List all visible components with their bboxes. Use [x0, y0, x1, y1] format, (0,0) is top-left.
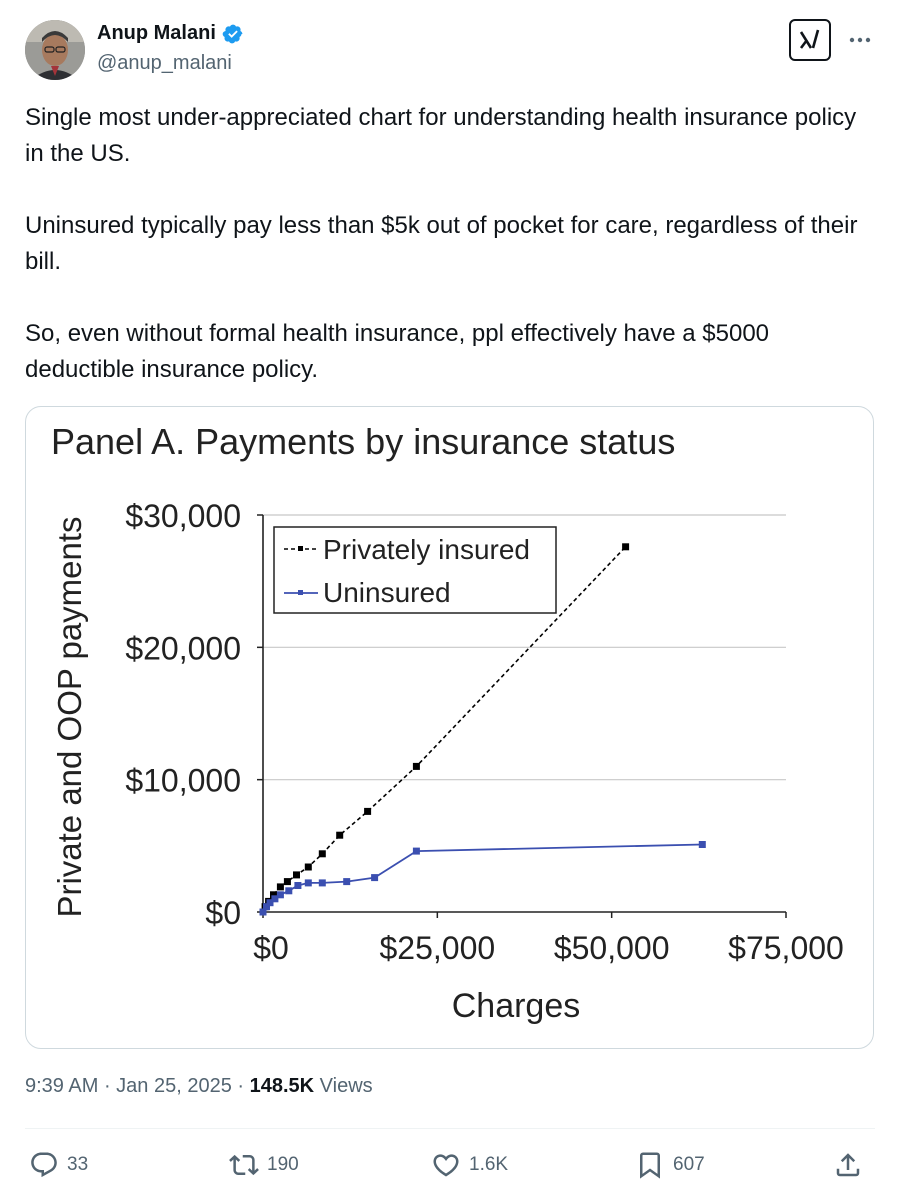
- views-label: Views: [319, 1075, 373, 1097]
- share-icon: [833, 1150, 863, 1180]
- bookmark-count: 607: [673, 1154, 705, 1175]
- legend-label-privately-insured: Privately insured: [323, 534, 530, 565]
- like-count: 1.6K: [469, 1154, 509, 1175]
- series-line-uninsured: [263, 845, 702, 913]
- x-tick-label: $50,000: [553, 930, 670, 966]
- data-point-privately-insured: [293, 871, 300, 878]
- y-tick-label: $20,000: [125, 630, 241, 667]
- data-point-uninsured: [277, 891, 284, 898]
- y-tick-label: $10,000: [125, 762, 241, 799]
- x-tick-label: $75,000: [728, 930, 844, 966]
- tweet-text: [25, 100, 875, 388]
- meta-separator: ·: [231, 1075, 250, 1097]
- chart-y-axis-label: Private and OOP payments: [51, 516, 88, 918]
- data-point-uninsured: [371, 874, 378, 881]
- author-handle[interactable]: @anup_malani: [97, 52, 232, 74]
- avatar-image: [25, 20, 85, 80]
- data-point-uninsured: [699, 841, 706, 848]
- tweet-paragraph-3: So, even without formal health insurance, ppl effectively have a $5000 deductible insurance policy.: [25, 320, 770, 383]
- data-point-privately-insured: [413, 763, 420, 770]
- grok-icon: [797, 27, 823, 53]
- x-tick-label: $25,000: [379, 930, 496, 966]
- views-count: 148.5K: [249, 1075, 315, 1097]
- bookmark-icon: [635, 1150, 665, 1180]
- data-point-uninsured: [413, 848, 420, 855]
- like-button[interactable]: [431, 1145, 508, 1185]
- grok-button[interactable]: [789, 19, 831, 61]
- data-point-privately-insured: [305, 864, 312, 871]
- data-point-privately-insured: [336, 832, 343, 839]
- reply-button[interactable]: [29, 1145, 88, 1185]
- chart-svg: [26, 407, 873, 1048]
- meta-separator: ·: [98, 1075, 117, 1097]
- reply-count: 33: [67, 1154, 89, 1175]
- data-point-uninsured: [294, 882, 301, 889]
- action-bar: [25, 1145, 875, 1185]
- tweet-paragraph-2: Uninsured typically pay less than $5k out of pocket for care, regardless of their bill.: [25, 212, 858, 275]
- chart-title: Panel A. Payments by insurance status: [51, 421, 676, 462]
- heart-icon: [431, 1150, 461, 1180]
- legend-marker-privately-insured: [298, 546, 303, 551]
- data-point-uninsured: [305, 879, 312, 886]
- chart-legend: [274, 527, 556, 613]
- x-tick-label: $0: [253, 930, 289, 966]
- divider: [25, 1128, 875, 1129]
- data-point-privately-insured: [319, 850, 326, 857]
- verified-badge-icon: [222, 23, 244, 45]
- data-point-uninsured: [285, 887, 292, 894]
- y-tick-label: $0: [205, 895, 241, 931]
- data-point-privately-insured: [284, 878, 291, 885]
- tweet-paragraph-1: Single most under-appreciated chart for understanding health insurance policy in the US.: [25, 104, 857, 167]
- more-icon: [846, 26, 874, 54]
- data-point-privately-insured: [622, 543, 629, 550]
- share-button[interactable]: [833, 1145, 863, 1185]
- y-tick-label: $30,000: [125, 498, 241, 534]
- data-point-privately-insured: [277, 883, 284, 890]
- reply-icon: [29, 1150, 59, 1180]
- bookmark-button[interactable]: [635, 1145, 705, 1185]
- repost-icon: [229, 1150, 259, 1180]
- repost-count: 190: [267, 1154, 299, 1175]
- more-options-button[interactable]: [846, 26, 874, 54]
- tweet-media-chart[interactable]: [25, 406, 874, 1049]
- tweet-date[interactable]: Jan 25, 2025: [116, 1075, 232, 1097]
- data-point-uninsured: [319, 879, 326, 886]
- legend-marker-uninsured: [298, 590, 303, 595]
- chart-x-axis-label: Charges: [451, 987, 581, 1025]
- avatar[interactable]: [25, 20, 85, 80]
- tweet-meta: [25, 1075, 373, 1098]
- author-name[interactable]: Anup Malani: [97, 22, 216, 44]
- tweet-time[interactable]: 9:39 AM: [25, 1075, 99, 1097]
- repost-button[interactable]: [229, 1145, 299, 1185]
- legend-label-uninsured: Uninsured: [323, 577, 451, 608]
- data-point-privately-insured: [364, 808, 371, 815]
- data-point-uninsured: [343, 878, 350, 885]
